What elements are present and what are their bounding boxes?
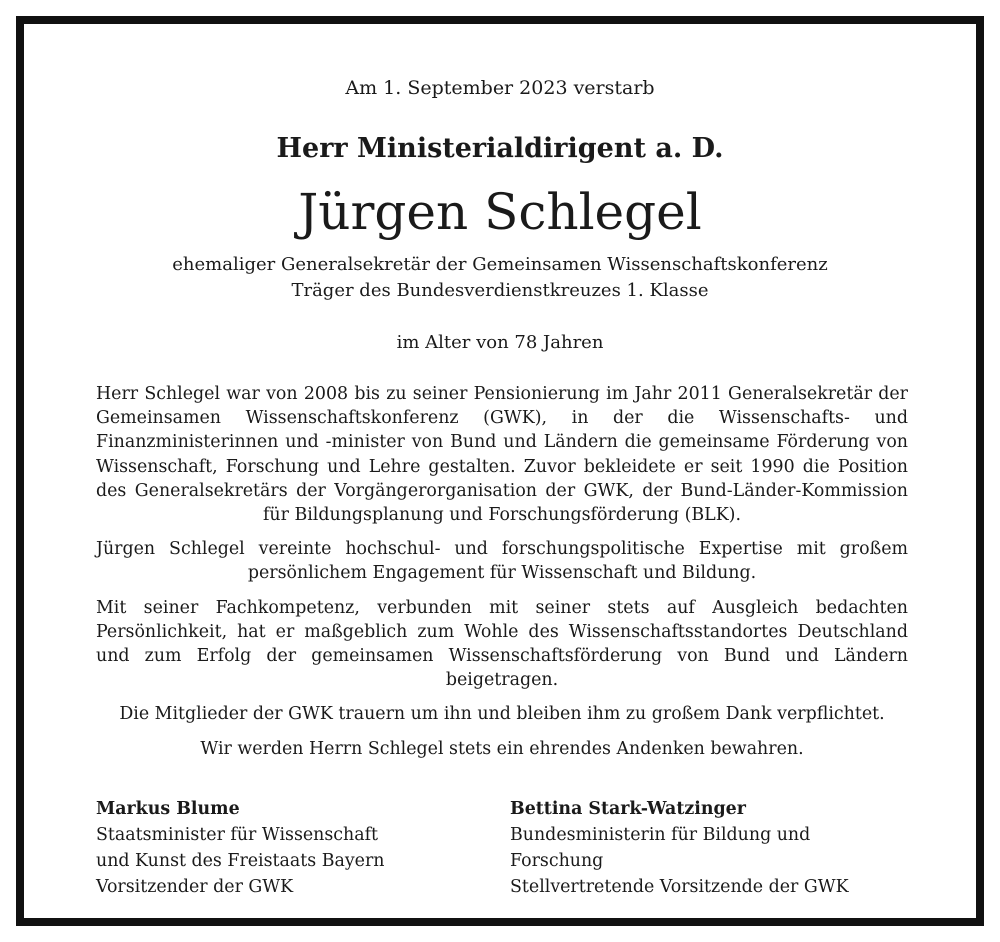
title-line: ehemaliger Generalsekretär der Gemeinsamen Wissenschaftskonferenz <box>172 254 828 275</box>
body-paragraph: Mit seiner Fachkompetenz, verbunden mit seiner stets auf Ausgleich bedachten Persönlichkeit, hat er maßgeblich zum Wohle des Wissenschaftsstandortes Deutschland und zum Erfolg der gemeinsamen Wissenschaftsförderung von Bund und Ländern beigetragen. <box>96 597 908 691</box>
signatory-role-line: Forschung <box>510 851 604 871</box>
obituary-frame <box>16 16 984 926</box>
signatory-role-line: und Kunst des Freistaats Bayern <box>96 851 385 871</box>
honorific-title: Herr Ministerialdirigent a. D. <box>276 133 724 164</box>
body-paragraph: Wir werden Herrn Schlegel stets ein ehrendes Andenken bewahren. <box>200 738 804 759</box>
signatory-name: Bettina Stark-Watzinger <box>510 799 746 819</box>
body-paragraph: Herr Schlegel war von 2008 bis zu seiner Pensionierung im Jahr 2011 Generalsekretär der Gemeinsamen Wissenschaftskonferenz (GWK), in der die Wissenschafts- und Finanzministerinnen und -minister von Bund und Ländern die gemeinsame Förderung von Wissenschaft, Forschung und Lehre gestalten. Zuvor bekleidete er seit 1990 die Position des Generalsekretärs der Vorgängerorganisation der GWK, der Bund-Länder-Kommission für Bildungsplanung und Forschungsförderung (BLK). <box>96 384 908 526</box>
deceased-name: Jürgen Schlegel <box>298 183 702 241</box>
age-line: im Alter von 78 Jahren <box>396 332 604 353</box>
signatory-role-line: Staatsminister für Wissenschaft <box>96 825 379 845</box>
signatory-role-line: Vorsitzender der GWK <box>96 877 294 897</box>
signatory-right <box>510 796 910 900</box>
signatory-left <box>96 796 496 900</box>
body-paragraph: Die Mitglieder der GWK trauern um ihn und bleiben ihm zu großem Dank verpflichtet. <box>119 704 885 725</box>
body-paragraph: Jürgen Schlegel vereinte hochschul- und forschungspolitische Expertise mit großem persönlichem Engagement für Wissenschaft und Bildung. <box>96 539 908 584</box>
signatory-role-line: Bundesministerin für Bildung und <box>510 825 811 845</box>
intro-line: Am 1. September 2023 verstarb <box>345 77 655 99</box>
deceased-titles <box>24 252 976 304</box>
signatory-name: Markus Blume <box>96 799 240 819</box>
signatory-role-line: Stellvertretende Vorsitzende der GWK <box>510 877 849 897</box>
title-line: Träger des Bundesverdienstkreuzes 1. Klasse <box>291 280 709 301</box>
obituary-content <box>24 24 976 918</box>
obituary-body <box>96 382 908 771</box>
